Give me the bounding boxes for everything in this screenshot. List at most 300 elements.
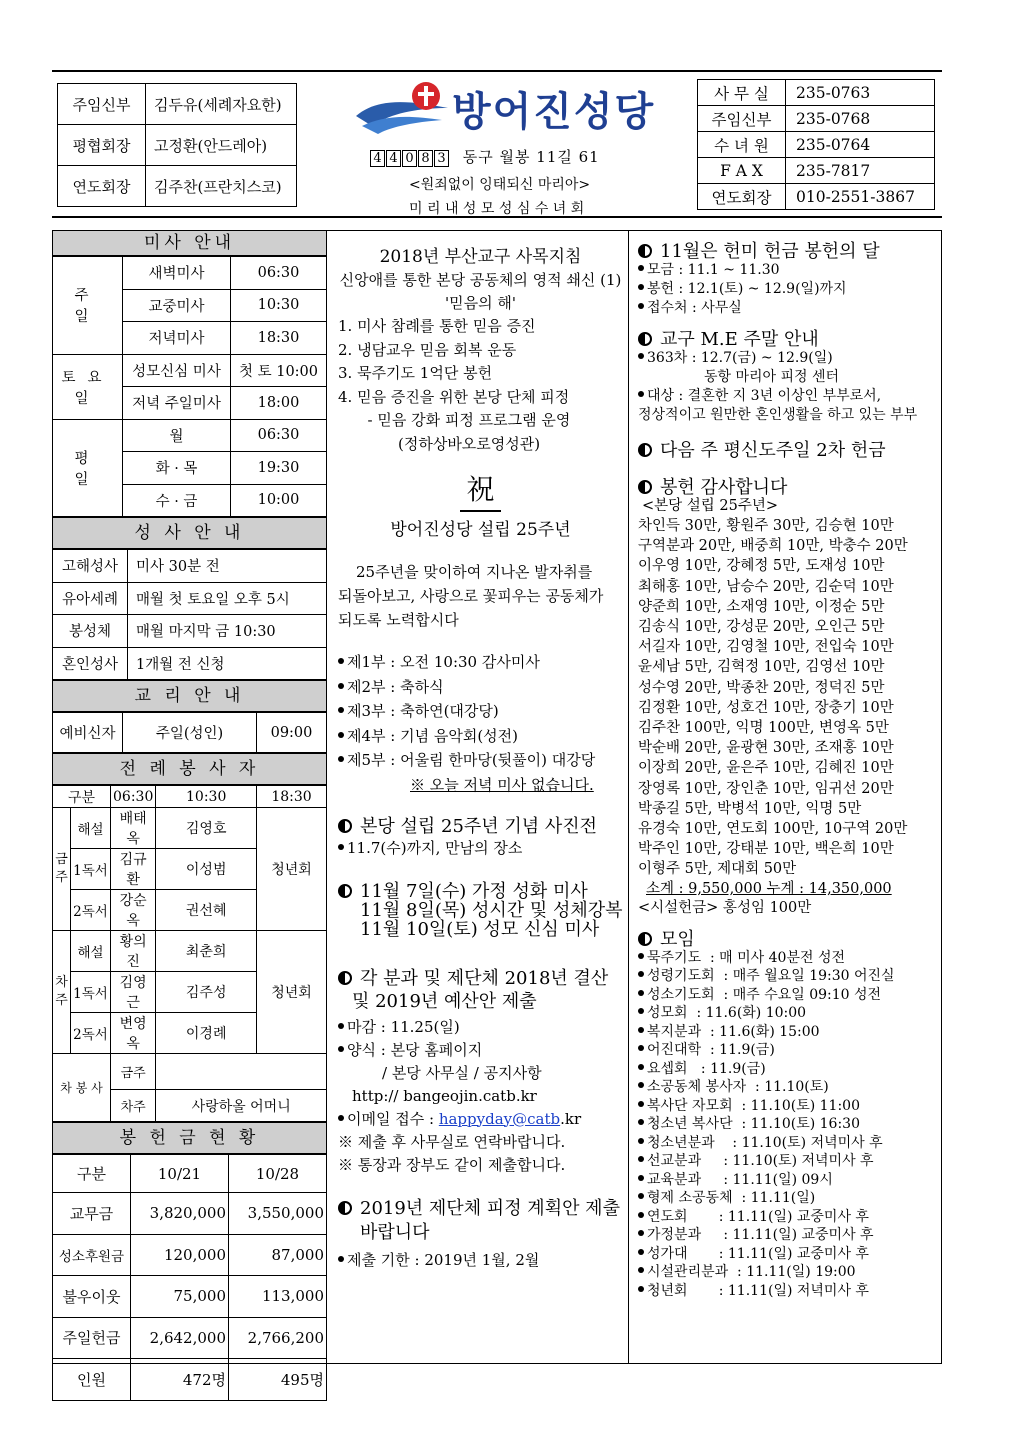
bullet-icon xyxy=(638,971,644,977)
mass-name: 저녁 주일미사 xyxy=(123,387,231,420)
bullet-icon xyxy=(638,1267,644,1273)
bullet-icon xyxy=(338,732,344,738)
bullet-icon xyxy=(638,265,644,271)
bullet-icon xyxy=(338,1023,344,1029)
anniv-text xyxy=(338,560,623,632)
sacrament-table xyxy=(52,549,327,680)
program-item xyxy=(338,650,623,675)
meeting-item xyxy=(638,1097,938,1116)
plan-deadline-text: 제출 기한 : 2019년 1월, 2월 xyxy=(347,1250,540,1269)
bullet-icon xyxy=(638,1082,644,1088)
feast-3: 11월 10일(토) 성모 신심 미사 xyxy=(360,918,600,940)
server-role: 1독서 xyxy=(71,972,111,1013)
budget-title2: 및 2019년 예산안 제출 xyxy=(352,990,537,1012)
guideline-title: 2018년 부산교구 사목지침 xyxy=(379,247,582,267)
donor-line: 김주찬 100만, 익명 100만, 변영옥 5만 xyxy=(638,720,889,737)
offering-table xyxy=(52,1154,327,1401)
photo-title-text: 본당 설립 25주년 기념 사진전 xyxy=(360,815,598,837)
meeting-when: : 11.11(일) 교중미사 후 xyxy=(701,1227,874,1244)
mass-time: 10:30 xyxy=(231,289,327,322)
car-next-label: 차주 xyxy=(111,1090,156,1122)
mass-time: 19:30 xyxy=(231,452,327,485)
server-role: 해설 xyxy=(71,931,111,972)
devotion-title xyxy=(638,242,938,261)
meeting-when: : 매주 월요일 19:30 어진실 xyxy=(714,968,895,985)
contact-number: 235-0764 xyxy=(786,132,935,158)
leader-name: 김주찬(프란치스코) xyxy=(146,166,297,207)
right-column xyxy=(638,242,938,1300)
contact-label: 주임신부 xyxy=(698,106,786,132)
donor-line: 구역분과 20만, 배중희 10만, 박충수 20만 xyxy=(638,538,908,555)
meeting-name: 형제 소공동체 xyxy=(647,1190,733,1207)
mass-header: 미사 안내 xyxy=(52,230,327,256)
meeting-name: 청소년분과 xyxy=(647,1134,715,1151)
feast-1 xyxy=(338,882,623,901)
donor-line: 박순배 20만, 윤광현 30만, 조재홍 10만 xyxy=(638,740,894,757)
meeting-title-text: 모임 xyxy=(660,928,695,950)
contact-row xyxy=(698,184,935,210)
meeting-item xyxy=(638,1041,938,1060)
middle-column xyxy=(338,245,623,1272)
devotion-text: 접수처 : 사무실 xyxy=(647,300,742,316)
bullet-icon xyxy=(338,707,344,713)
meeting-when: : 11.11(일) 19:00 xyxy=(728,1264,856,1281)
meeting-name: 요셉회 xyxy=(647,1060,688,1077)
sacrament-info: 매월 마지막 금 10:30 xyxy=(128,615,327,648)
leader-row xyxy=(58,166,297,207)
meeting-when: : 매 미사 40분전 성전 xyxy=(701,949,846,966)
donor-line: 박종길 5만, 박병석 10만, 익명 5만 xyxy=(638,800,862,817)
contact-number: 235-0763 xyxy=(786,80,935,106)
bullet-icon xyxy=(638,284,644,290)
meeting-item xyxy=(638,967,938,986)
contact-label: F A X xyxy=(698,158,786,184)
program-text: 제1부 : 오전 10:30 감사미사 xyxy=(347,653,540,671)
car-this-label: 금주 xyxy=(111,1054,156,1090)
feast-1-text: 11월 7일(수) 가정 성화 미사 xyxy=(360,880,588,902)
contact-label: 사 무 실 xyxy=(698,80,786,106)
anniv-title: 방어진성당 설립 25주년 xyxy=(390,520,571,540)
donor-line: 차인득 30만, 황원주 30만, 김승현 10만 xyxy=(638,518,894,534)
meeting-when: : 11.10(토) 저녁미사 후 xyxy=(701,1153,874,1170)
bullet-icon xyxy=(638,1249,644,1255)
bullet-icon xyxy=(638,1064,644,1070)
bullet-icon xyxy=(638,1008,644,1014)
offering-row xyxy=(53,1317,327,1359)
server-week: 금주 xyxy=(53,808,71,931)
server-role: 2독서 xyxy=(71,890,111,931)
meeting-name: 묵주기도 xyxy=(647,949,702,966)
mass-row xyxy=(53,257,327,290)
server-row xyxy=(53,931,327,972)
meeting-when: : 11.10(토) 16:30 xyxy=(732,1116,860,1133)
mass-name: 월 xyxy=(123,419,231,452)
offering-value: 120,000 xyxy=(131,1234,229,1276)
donor-line: 이장희 20만, 윤은주 10만, 김혜진 10만 xyxy=(638,760,894,777)
leader-row xyxy=(58,125,297,166)
form2: / 본당 사무실 / 공지사항 xyxy=(382,1063,542,1082)
me-title-text: 교구 M.E 주말 안내 xyxy=(660,329,819,350)
server-name: 최춘희 xyxy=(156,931,257,972)
postal-digit: 4 xyxy=(370,150,385,167)
doctrine-day: 주일(성인) xyxy=(123,713,257,753)
meeting-when: : 11.11(일) 저녁미사 후 xyxy=(687,1282,869,1299)
donor-line: 양준희 10만, 소재영 10만, 이정순 5만 xyxy=(638,598,885,615)
bullet-icon xyxy=(338,844,344,850)
car-next-value: 사랑하올 어머니 xyxy=(156,1090,327,1122)
thanks-title-text: 봉헌 감사합니다 xyxy=(660,477,788,498)
devotion-text: 봉헌 : 12.1(토) ~ 12.9(일)까지 xyxy=(647,281,847,297)
meeting-name: 선교분과 xyxy=(647,1153,702,1170)
program-item xyxy=(338,675,623,700)
offering-label: 성소후원금 xyxy=(53,1234,131,1276)
top-rule xyxy=(52,70,942,72)
offering-label: 불우이웃 xyxy=(53,1276,131,1318)
mass-time: 18:30 xyxy=(231,322,327,355)
meeting-name: 청년회 xyxy=(647,1282,688,1299)
bullet-icon xyxy=(338,683,344,689)
mass-name: 교중미사 xyxy=(123,289,231,322)
mass-row xyxy=(53,419,327,452)
offering-label: 주일헌금 xyxy=(53,1317,131,1359)
meeting-when: : 매주 수요일 09:10 성전 xyxy=(714,986,882,1003)
server-name: 김영호 xyxy=(156,808,257,849)
leader-name: 고정환(안드레아) xyxy=(146,125,297,166)
bullet-icon xyxy=(338,756,344,762)
meeting-when: : 11.6(화) 10:00 xyxy=(687,1005,807,1022)
feast-2: 11월 8일(목) 성시간 및 성체강복 xyxy=(360,899,623,921)
car-row xyxy=(53,1054,327,1090)
postal-digit: 0 xyxy=(402,150,417,167)
server-week: 차주 xyxy=(53,931,71,1054)
servers-head: 구분 xyxy=(53,786,111,808)
bullet-icon xyxy=(638,990,644,996)
mass-name: 성모신심 미사 xyxy=(123,354,231,387)
devotion-item xyxy=(638,280,938,299)
me-2: 동항 마리아 피정 센터 xyxy=(704,369,840,385)
program-text: 제4부 : 기념 음악회(성전) xyxy=(347,726,519,745)
bullet-icon xyxy=(638,1212,644,1218)
guideline-item: - 믿음 강화 피정 프로그램 운영 xyxy=(358,411,571,429)
program-text: 제3부 : 축하연(대강당) xyxy=(347,702,499,720)
budget-title xyxy=(338,969,623,988)
servers-table xyxy=(52,785,327,1122)
facility-offering: <시설헌금> 홍성임 100만 xyxy=(638,899,812,916)
meeting-item xyxy=(638,1023,938,1042)
meeting-name: 성가대 xyxy=(647,1245,688,1262)
servers-head: 06:30 xyxy=(111,786,156,808)
bullet-icon xyxy=(638,1045,644,1051)
devotion-item xyxy=(638,261,938,280)
offering-row xyxy=(53,1193,327,1235)
program-text: 제5부 : 어울림 한마당(뒷풀이) 대강당 xyxy=(347,751,596,769)
church-title: 방어진성당 xyxy=(452,89,656,135)
contact-row xyxy=(698,80,935,106)
meeting-name: 성모회 xyxy=(647,1005,688,1022)
doctrine-time: 09:00 xyxy=(257,713,327,753)
photo-text-value: 11.7(수)까지, 만남의 장소 xyxy=(347,838,523,857)
bullet-icon xyxy=(338,1256,344,1262)
donor-line: 성수영 20만, 박종찬 20만, 정덕진 5만 xyxy=(638,679,885,696)
postal-digit: 8 xyxy=(418,150,433,167)
mass-time: 06:30 xyxy=(231,419,327,452)
photo-text xyxy=(338,836,623,860)
server-name: 김주성 xyxy=(156,972,257,1013)
postal-digit: 3 xyxy=(434,150,449,167)
meeting-when: : 11.6(화) 15:00 xyxy=(701,1023,820,1040)
sacrament-name: 유아세례 xyxy=(53,582,128,615)
contact-label: 연도회장 xyxy=(698,184,786,210)
bullet-icon xyxy=(638,391,644,397)
servers-head-row xyxy=(53,786,327,808)
contact-row xyxy=(698,132,935,158)
offering-value: 2,766,200 xyxy=(229,1317,327,1359)
meeting-item xyxy=(638,1115,938,1134)
half-circle-icon xyxy=(638,932,652,946)
meeting-item xyxy=(638,949,938,968)
bullet-icon xyxy=(638,303,644,309)
plan-title-text: 2019년 제단체 피정 계획안 제출 xyxy=(360,1197,620,1219)
sacrament-name: 고해성사 xyxy=(53,550,128,583)
servers-head: 18:30 xyxy=(257,786,327,808)
half-circle-icon xyxy=(338,819,352,833)
mass-time: 06:30 xyxy=(231,257,327,290)
bullet-icon xyxy=(638,1138,644,1144)
server-youth: 청년회 xyxy=(257,931,327,1054)
bullet-icon xyxy=(638,1286,644,1292)
note2: ※ 통장과 장부도 같이 제출합니다. xyxy=(338,1155,566,1174)
leaders-table xyxy=(57,83,297,207)
meeting-when: : 11.11(일) xyxy=(732,1190,816,1207)
mass-time: 10:00 xyxy=(231,484,327,517)
offering-value: 3,550,000 xyxy=(229,1193,327,1235)
mass-name: 저녁미사 xyxy=(123,322,231,355)
meeting-item xyxy=(638,1282,938,1301)
donor-line: 서길자 10만, 김영철 10만, 전입숙 10만 xyxy=(638,639,894,656)
server-name: 김영근 xyxy=(111,972,156,1013)
contact-row xyxy=(698,106,935,132)
offering-head: 10/21 xyxy=(131,1155,229,1193)
server-youth: 청년회 xyxy=(257,808,327,931)
donor-line: 박주인 10만, 강태분 10만, 백은희 10만 xyxy=(638,841,894,858)
leader-role: 주임신부 xyxy=(58,84,146,125)
meeting-item xyxy=(638,1226,938,1245)
meeting-item xyxy=(638,1004,938,1023)
sacrament-row xyxy=(53,582,327,615)
contact-number: 235-7817 xyxy=(786,158,935,184)
meeting-item xyxy=(638,1263,938,1282)
bullet-icon xyxy=(638,953,644,959)
meeting-item xyxy=(638,1208,938,1227)
bullet-icon xyxy=(638,1119,644,1125)
guideline-item: 1. 미사 참례를 통한 믿음 증진 xyxy=(338,317,536,335)
bullet-icon xyxy=(638,1230,644,1236)
guideline-item: (정하상바오로영성관) xyxy=(398,434,541,453)
address xyxy=(370,146,600,167)
server-name: 김규환 xyxy=(111,849,156,890)
program-item xyxy=(338,748,623,773)
leader-role: 평협회장 xyxy=(58,125,146,166)
sacrament-info: 미사 30분 전 xyxy=(128,550,327,583)
donor-line: 이우영 10만, 강혜정 5만, 도재성 10만 xyxy=(638,558,885,575)
half-circle-icon xyxy=(638,244,652,258)
meeting-title xyxy=(638,930,938,949)
meeting-list xyxy=(638,949,938,1301)
form: 양식 : 본당 홈페이지 xyxy=(347,1040,483,1059)
anniv-line: 되돌아보고, 사랑으로 꽃피우는 공동체가 xyxy=(338,587,604,605)
devotion-text: 모금 : 11.1 ~ 11.30 xyxy=(647,262,780,278)
church-logo-icon xyxy=(352,78,452,138)
note1: ※ 제출 후 사무실로 연락바랍니다. xyxy=(338,1132,566,1151)
doctrine-label: 예비신자 xyxy=(53,713,123,753)
server-role: 해설 xyxy=(71,808,111,849)
meeting-item xyxy=(638,1171,938,1190)
convent: 미 리 내 성 모 성 심 수 녀 회 xyxy=(409,201,585,217)
meeting-item xyxy=(638,1078,938,1097)
contact-label: 수 녀 원 xyxy=(698,132,786,158)
street-address: 동구 월봉 11길 61 xyxy=(462,148,600,166)
meeting-name: 교육분과 xyxy=(647,1171,702,1188)
bullet-icon xyxy=(338,1046,344,1052)
donor-line: 김송식 10만, 강성문 20만, 오인근 5만 xyxy=(638,619,885,636)
contact-row xyxy=(698,158,935,184)
subtotal xyxy=(638,880,938,899)
meeting-when: : 11.11(일) 09시 xyxy=(701,1171,833,1188)
server-name: 변영옥 xyxy=(111,1013,156,1054)
leader-row xyxy=(58,84,297,125)
bullet-icon xyxy=(638,1193,644,1199)
thanks-title xyxy=(638,478,938,497)
meeting-name: 복사단 자모회 xyxy=(647,1097,733,1114)
sacrament-header: 성 사 안 내 xyxy=(52,517,327,549)
me-1: 363차 : 12.7(금) ~ 12.9(일) xyxy=(647,350,833,366)
meeting-when: : 11.10(토) xyxy=(746,1079,829,1096)
chuk-emblem xyxy=(338,470,623,512)
server-name: 이경례 xyxy=(156,1013,257,1054)
offering-value: 87,000 xyxy=(229,1234,327,1276)
offering-row xyxy=(53,1276,327,1318)
mass-row xyxy=(53,354,327,387)
meeting-when: : 11.11(일) 교중미사 후 xyxy=(687,1245,869,1262)
chuk-icon: 祝 xyxy=(460,470,500,512)
program-item xyxy=(338,699,623,724)
server-name: 배태옥 xyxy=(111,808,156,849)
offering-label: 교무금 xyxy=(53,1193,131,1235)
half-circle-icon xyxy=(338,1201,352,1215)
meeting-name: 연도회 xyxy=(647,1208,688,1225)
offering-value: 3,820,000 xyxy=(131,1193,229,1235)
meeting-name: 복지분과 xyxy=(647,1023,702,1040)
meeting-name: 성소기도회 xyxy=(647,986,715,1003)
offering-label: 인원 xyxy=(53,1359,131,1401)
server-role: 2독서 xyxy=(71,1013,111,1054)
server-name: 이성범 xyxy=(156,849,257,890)
sacrament-name: 혼인성사 xyxy=(53,647,128,680)
email-link[interactable]: happyday@catb xyxy=(438,1109,561,1128)
mass-name: 새벽미사 xyxy=(123,257,231,290)
contact-number: 010-2551-3867 xyxy=(786,184,935,210)
server-role: 1독서 xyxy=(71,849,111,890)
bullet-icon xyxy=(638,1027,644,1033)
meeting-item xyxy=(638,1060,938,1079)
bullet-icon xyxy=(638,1101,644,1107)
meeting-name: 성령기도회 xyxy=(647,968,715,985)
mass-day: 토요일 xyxy=(53,354,123,419)
guideline-year: '믿음의 해' xyxy=(445,294,516,312)
me-4: 정상적이고 원만한 혼인생활을 하고 있는 부부 xyxy=(638,407,918,423)
homepage-link[interactable]: http:// bangeojin.catb.kr xyxy=(352,1086,537,1105)
subtotal-text: 소계 : 9,550,000 누계 : 14,350,000 xyxy=(646,880,892,897)
offering-head-row xyxy=(53,1155,327,1193)
guideline-item: 3. 묵주기도 1억단 봉헌 xyxy=(338,364,493,382)
plan-deadline xyxy=(338,1248,623,1272)
donor-list xyxy=(638,516,938,880)
meeting-when: : 11.9(금) xyxy=(687,1060,766,1077)
offering-header: 봉 헌 금 현 황 xyxy=(52,1122,327,1154)
plan-title2: 바랍니다 xyxy=(360,1221,430,1243)
mass-table xyxy=(52,256,327,517)
bullet-icon xyxy=(338,658,344,664)
donor-line: 장영록 10만, 장인춘 10만, 임귀선 20만 xyxy=(638,780,894,797)
sacrament-info: 1개월 전 신청 xyxy=(128,647,327,680)
meeting-item xyxy=(638,1245,938,1264)
meeting-name: 가정분과 xyxy=(647,1227,702,1244)
bullet-icon xyxy=(638,353,644,359)
server-row xyxy=(53,808,327,849)
meeting-when: : 11.11(일) 교중미사 후 xyxy=(687,1208,869,1225)
half-circle-icon xyxy=(638,332,652,346)
offering-value: 2,642,000 xyxy=(131,1317,229,1359)
donor-line: 김정환 10만, 성호건 10만, 장충기 10만 xyxy=(638,699,894,716)
meeting-when: : 11.10(토) 저녁미사 후 xyxy=(714,1134,883,1151)
meeting-item xyxy=(638,986,938,1005)
server-name: 권선혜 xyxy=(156,890,257,931)
sacrament-name: 봉성체 xyxy=(53,615,128,648)
postal-code xyxy=(370,148,450,166)
bullet-icon xyxy=(638,1175,644,1181)
servers-header: 전 례 봉 사 자 xyxy=(52,753,327,785)
meeting-when: : 11.10(토) 11:00 xyxy=(732,1097,860,1114)
meeting-name: 청소년 복사단 xyxy=(647,1116,733,1133)
meeting-item xyxy=(638,1134,938,1153)
me-list xyxy=(638,349,938,425)
program-text: 제2부 : 축하식 xyxy=(347,677,444,696)
second-title xyxy=(638,441,938,460)
bullet-icon xyxy=(638,1156,644,1162)
program-note xyxy=(338,773,623,797)
offering-row xyxy=(53,1234,327,1276)
sacrament-row xyxy=(53,615,327,648)
guideline-list xyxy=(338,315,623,456)
offering-value: 472명 xyxy=(131,1359,229,1401)
me-title xyxy=(638,330,938,349)
offering-row xyxy=(53,1359,327,1401)
donor-line: 유경숙 10만, 연도회 100만, 10구역 20만 xyxy=(638,821,908,838)
email-label: 이메일 접수 : xyxy=(347,1109,435,1128)
leader-name: 김두유(세례자요한) xyxy=(146,84,297,125)
meeting-name: 시설관리분과 xyxy=(647,1264,729,1281)
offering-head: 구분 xyxy=(53,1155,131,1193)
thanks-sub: <본당 설립 25주년> xyxy=(642,498,779,514)
half-circle-icon xyxy=(338,971,352,985)
doctrine-header: 교 리 안 내 xyxy=(52,680,327,712)
offering-value: 113,000 xyxy=(229,1276,327,1318)
email-tail: .kr xyxy=(560,1109,582,1128)
server-name: 황의진 xyxy=(111,931,156,972)
motto: <원죄없이 잉태되신 마리아> xyxy=(409,177,591,193)
half-circle-icon xyxy=(338,884,352,898)
mass-day: 주 일 xyxy=(53,257,123,355)
